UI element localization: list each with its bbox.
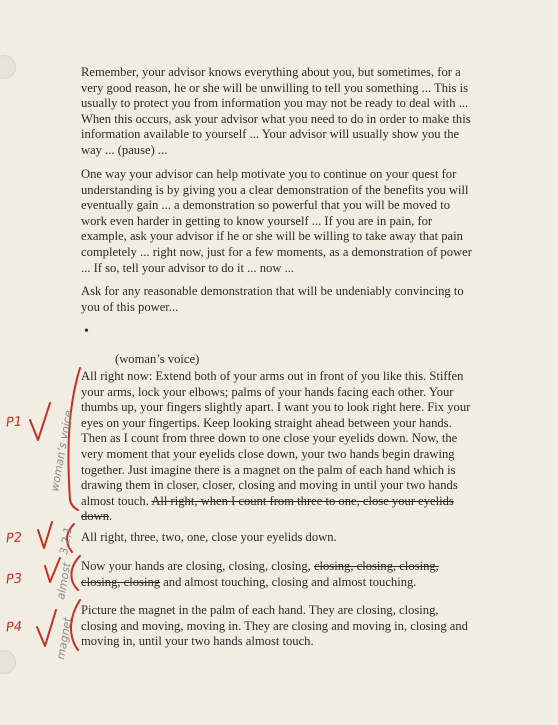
bracket-p3 bbox=[71, 556, 80, 590]
margin-note-magnet: magnet bbox=[54, 616, 75, 661]
margin-note-voice: woman’s voice bbox=[48, 409, 76, 493]
margin-label-p2: P2 bbox=[5, 530, 23, 547]
margin-note-almost: almost bbox=[54, 561, 74, 601]
p3-end: and almost touching, closing and almost touching. bbox=[160, 574, 417, 589]
margin-label-p1: P1 bbox=[5, 414, 23, 431]
margin-note-count: 3,2,1 bbox=[57, 525, 75, 556]
check-mark-p2 bbox=[38, 522, 52, 548]
paragraph-2: One way your advisor can help motivate you to continue on your quest for understanding is by giving you a clear demonstration of the benefits you will eventually gain ... a demonstration so powerful that you will be moved to work even harder in getting to know yourself ... If you are in pain, for example, ask your advisor if he or she will be willing to take away that pain completely ... right now, just for a few moments, as a demonstration of power ... If so, tell your advisor to do it ... now ... bbox=[81, 167, 472, 275]
paragraph-p4: Picture the magnet in the palm of each hand. They are closing, closing, closing and moving, moving in. They are closing and moving in, closing and moving in, until your two hands almost touch. bbox=[81, 603, 468, 649]
bullet: • bbox=[84, 324, 89, 339]
margin-label-p4: P4 bbox=[5, 619, 23, 636]
p1-struck-text: All right, when I count from three to one, close your eyelids down bbox=[81, 493, 454, 524]
p3-struck-text: closing, closing, closing, closing, closing bbox=[81, 559, 439, 589]
paragraph-1: Remember, your advisor knows everything about you, but sometimes, for a very good reason, he or she will be unwilling to tell you something ... This is usually to protect you from information you may not be ready to deal with ... When this occurs, ask your advisor what you need to do in order to make this information available to yourself ... Your advisor will usually show you the way ... (pause) ... bbox=[81, 65, 471, 157]
voice-label: (woman’s voice) bbox=[115, 352, 200, 366]
p3-text: Now your hands are closing, closing, closing, bbox=[81, 559, 314, 573]
p1-end: . bbox=[109, 509, 113, 524]
paragraph-3: Ask for any reasonable demonstration that will be undeniably convincing to you of this power... bbox=[81, 284, 464, 314]
margin-label-p3: P3 bbox=[5, 571, 23, 588]
check-mark-p1 bbox=[30, 403, 50, 440]
check-mark-p4 bbox=[37, 610, 56, 646]
paragraph-p2: All right, three, two, one, close your eyelids down. bbox=[81, 530, 337, 544]
p1-text: All right now: Extend both of your arms out in front of you like this. Stiffen your arms, lock your elbows; palms of your hands facing each other. Your thumbs up, your fingers slightly apart. I want you to look right here. Fix your eyes on your fingertips. Keep looking straight ahead between your hands. Then as I count from three down to one close your eyelids down. Now, the very moment that your eyelids close down, your two hands begin drawing together. Just imagine there is a magnet on the palm of each hand which is drawing them in closer, closer, closing and moving in until your two hands almost touch. bbox=[81, 369, 471, 508]
